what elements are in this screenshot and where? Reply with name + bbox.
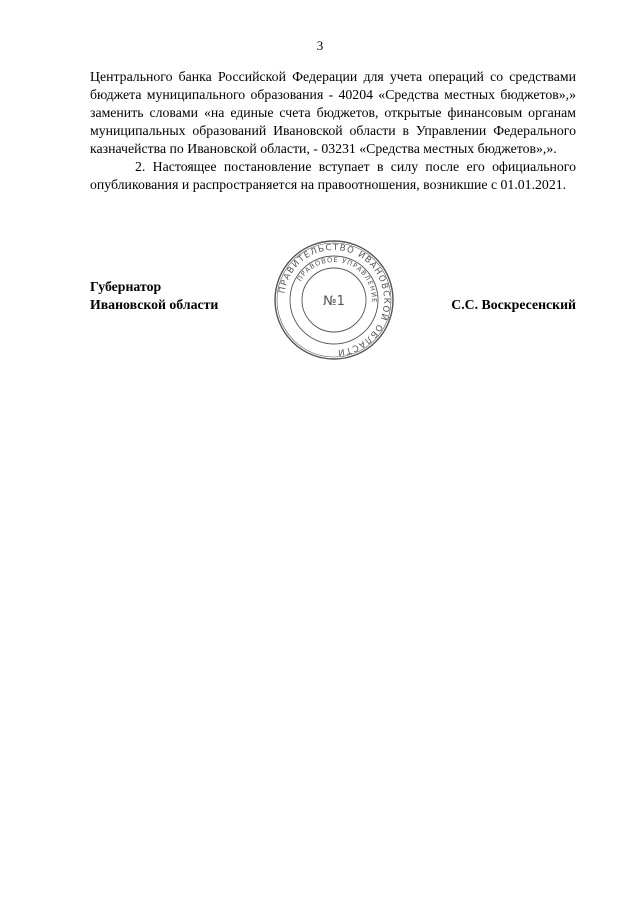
paragraph-2: 2. Настоящее постановление вступает в силу после его официального опубликования и распространяется на правоотношения, возникшие с 01.01.2021. bbox=[90, 159, 576, 192]
seal-inner-text-path: ПРАВОВОЕ УПРАВЛЕНИЕ bbox=[295, 255, 379, 304]
seal-center-text: №1 bbox=[323, 294, 345, 309]
paragraph-1: Центрального банка Российской Федерации для учета операций со средствами бюджета муниципального образования - 40204 «Средства местных бюджетов»,» заменить словами «на единые счета бюджетов, открытые финансовым органам муниципальных образований Ивановской области в Управлении Федерального казначейства по Ивановской области, - 03231 «Средства местных бюджетов»,». bbox=[90, 69, 576, 156]
signatory-name: С.С. Воскресенский bbox=[451, 297, 576, 312]
document-body bbox=[90, 68, 576, 194]
official-seal bbox=[272, 238, 396, 362]
signatory-title-line-1: Губернатор bbox=[90, 279, 162, 294]
signatory-title-line-2: Ивановской области bbox=[90, 297, 219, 312]
seal-outer-text-path: ПРАВИТЕЛЬСТВО ИВАНОВСКОЙ ОБЛАСТИ bbox=[277, 242, 392, 358]
page-number: 3 bbox=[316, 38, 324, 53]
signatory-title bbox=[90, 278, 218, 314]
